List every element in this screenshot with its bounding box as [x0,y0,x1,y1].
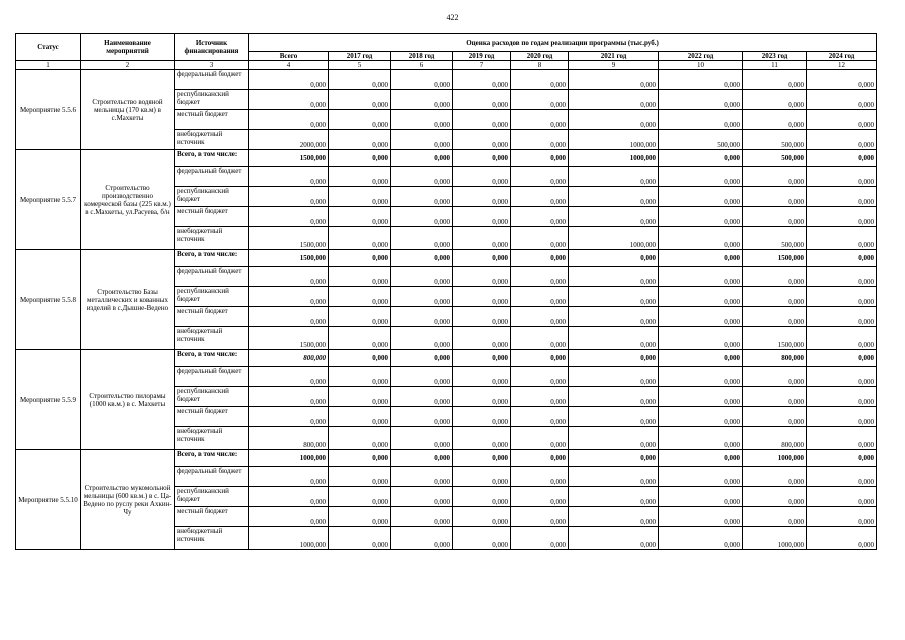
amount-cell: 0,000 [511,350,569,367]
amount-cell: 0,000 [329,450,391,467]
amount-cell: 0,000 [329,250,391,267]
amount-cell: 0,000 [569,367,659,387]
amount-cell: 0,000 [743,467,807,487]
amount-cell: 0,000 [659,90,743,110]
amount-cell: 800,000 [743,350,807,367]
amount-cell: 0,000 [453,250,511,267]
table-row [16,250,877,267]
funding-source: внебюджетный источник [175,527,249,550]
amount-cell: 0,000 [249,90,329,110]
amount-cell: 0,000 [453,407,511,427]
amount-cell: 0,000 [743,487,807,507]
amount-cell: 0,000 [511,507,569,527]
amount-cell: 0,000 [659,327,743,350]
amount-cell: 0,000 [511,167,569,187]
header-col-total: Всего [249,52,329,61]
funding-source: республиканский бюджет [175,90,249,110]
amount-cell: 0,000 [569,450,659,467]
funding-source: местный бюджет [175,307,249,327]
funding-source: федеральный бюджет [175,167,249,187]
amount-cell: 0,000 [807,267,877,287]
amount-cell: 0,000 [453,307,511,327]
funding-source: Всего, в том числе: [175,450,249,467]
amount-cell: 0,000 [807,387,877,407]
amount-cell: 0,000 [807,207,877,227]
amount-cell: 0,000 [453,387,511,407]
amount-cell: 800,000 [743,427,807,450]
amount-cell: 0,000 [807,307,877,327]
amount-cell: 0,000 [569,250,659,267]
funding-source: внебюджетный источник [175,130,249,150]
column-number: 10 [659,61,743,70]
amount-cell: 0,000 [329,307,391,327]
amount-cell: 0,000 [743,307,807,327]
amount-cell: 0,000 [391,227,453,250]
amount-cell: 0,000 [249,367,329,387]
amount-cell: 0,000 [569,467,659,487]
amount-cell: 0,000 [249,507,329,527]
amount-cell: 0,000 [453,450,511,467]
funding-source: федеральный бюджет [175,367,249,387]
amount-cell: 0,000 [659,167,743,187]
header-col-2020: 2020 год [511,52,569,61]
amount-cell: 0,000 [249,407,329,427]
amount-cell: 0,000 [391,307,453,327]
amount-cell: 1000,000 [249,527,329,550]
header-col-2019: 2019 год [453,52,511,61]
header-status: Статус [16,34,81,61]
amount-cell: 0,000 [391,70,453,90]
amount-cell: 0,000 [659,227,743,250]
amount-cell: 800,000 [249,350,329,367]
funding-source: федеральный бюджет [175,467,249,487]
amount-cell: 1000,000 [569,130,659,150]
amount-cell: 0,000 [329,187,391,207]
amount-cell: 0,000 [391,507,453,527]
amount-cell: 0,000 [743,367,807,387]
amount-cell: 0,000 [329,110,391,130]
funding-source: Всего, в том числе: [175,250,249,267]
amount-cell: 0,000 [453,70,511,90]
amount-cell: 0,000 [569,287,659,307]
amount-cell: 0,000 [329,327,391,350]
amount-cell: 0,000 [659,467,743,487]
amount-cell: 0,000 [659,307,743,327]
amount-cell: 0,000 [391,367,453,387]
amount-cell: 0,000 [329,167,391,187]
amount-cell: 0,000 [569,70,659,90]
amount-cell: 0,000 [391,527,453,550]
amount-cell: 0,000 [391,450,453,467]
amount-cell: 0,000 [659,407,743,427]
amount-cell: 1000,000 [569,150,659,167]
amount-cell: 0,000 [329,467,391,487]
funding-source: внебюджетный источник [175,227,249,250]
measure-status: Мероприятие 5.5.7 [16,150,81,250]
amount-cell: 0,000 [511,467,569,487]
header-estimate: Оценка расходов по годам реализации программы (тыс.руб.) [249,34,877,52]
amount-cell: 0,000 [511,207,569,227]
amount-cell: 0,000 [329,267,391,287]
amount-cell: 0,000 [511,487,569,507]
amount-cell: 0,000 [511,407,569,427]
amount-cell: 1500,000 [249,327,329,350]
amount-cell: 0,000 [453,467,511,487]
amount-cell: 800,000 [249,427,329,450]
amount-cell: 0,000 [569,350,659,367]
amount-cell: 0,000 [511,90,569,110]
amount-cell: 0,000 [659,187,743,207]
column-number: 6 [391,61,453,70]
amount-cell: 0,000 [569,527,659,550]
funding-source: федеральный бюджет [175,267,249,287]
amount-cell: 1500,000 [743,327,807,350]
amount-cell: 0,000 [511,427,569,450]
amount-cell: 0,000 [743,70,807,90]
amount-cell: 0,000 [569,327,659,350]
table-row [16,150,877,167]
amount-cell: 0,000 [511,527,569,550]
funding-source: республиканский бюджет [175,287,249,307]
amount-cell: 0,000 [453,507,511,527]
column-number: 4 [249,61,329,70]
amount-cell: 0,000 [511,287,569,307]
funding-source: внебюджетный источник [175,427,249,450]
header-col-2017: 2017 год [329,52,391,61]
amount-cell: 0,000 [743,407,807,427]
amount-cell: 0,000 [249,70,329,90]
amount-cell: 0,000 [511,187,569,207]
amount-cell: 0,000 [453,350,511,367]
amount-cell: 0,000 [249,110,329,130]
amount-cell: 1000,000 [743,527,807,550]
amount-cell: 0,000 [511,327,569,350]
funding-source: федеральный бюджет [175,70,249,90]
amount-cell: 0,000 [569,427,659,450]
amount-cell: 0,000 [807,527,877,550]
amount-cell: 0,000 [391,250,453,267]
amount-cell: 0,000 [807,70,877,90]
amount-cell: 0,000 [329,207,391,227]
amount-cell: 0,000 [249,267,329,287]
amount-cell: 0,000 [659,387,743,407]
amount-cell: 1000,000 [249,450,329,467]
amount-cell: 0,000 [329,487,391,507]
column-number: 3 [175,61,249,70]
amount-cell: 0,000 [569,187,659,207]
amount-cell: 0,000 [807,250,877,267]
header-col-2022: 2022 год [659,52,743,61]
funding-source: местный бюджет [175,507,249,527]
amount-cell: 0,000 [453,207,511,227]
amount-cell: 0,000 [391,387,453,407]
amount-cell: 0,000 [453,130,511,150]
amount-cell: 0,000 [569,90,659,110]
amount-cell: 0,000 [807,367,877,387]
amount-cell: 0,000 [511,110,569,130]
measure-status: Мероприятие 5.5.10 [16,450,81,550]
amount-cell: 1000,000 [569,227,659,250]
amount-cell: 1500,000 [249,150,329,167]
column-number: 2 [81,61,175,70]
amount-cell: 0,000 [329,350,391,367]
page-number: 422 [446,13,459,22]
funding-source: республиканский бюджет [175,387,249,407]
header-col-2018: 2018 год [391,52,453,61]
header-source: Источник финансирования [175,34,249,61]
header-col-2021: 2021 год [569,52,659,61]
measure-status: Мероприятие 5.5.6 [16,70,81,150]
table-body [16,70,877,550]
amount-cell: 0,000 [329,427,391,450]
amount-cell: 0,000 [329,227,391,250]
amount-cell: 0,000 [511,307,569,327]
amount-cell: 0,000 [569,387,659,407]
amount-cell: 0,000 [659,70,743,90]
amount-cell: 0,000 [453,327,511,350]
amount-cell: 0,000 [453,427,511,450]
column-number: 5 [329,61,391,70]
amount-cell: 0,000 [807,427,877,450]
amount-cell: 0,000 [807,450,877,467]
measure-status: Мероприятие 5.5.8 [16,250,81,350]
amount-cell: 0,000 [659,287,743,307]
amount-cell: 0,000 [453,110,511,130]
amount-cell: 0,000 [391,187,453,207]
amount-cell: 0,000 [329,507,391,527]
amount-cell: 0,000 [569,110,659,130]
amount-cell: 0,000 [807,487,877,507]
amount-cell: 0,000 [391,427,453,450]
amount-cell: 0,000 [569,407,659,427]
amount-cell: 0,000 [391,167,453,187]
amount-cell: 500,000 [743,227,807,250]
amount-cell: 0,000 [391,267,453,287]
amount-cell: 0,000 [511,387,569,407]
amount-cell: 0,000 [511,250,569,267]
amount-cell: 0,000 [659,527,743,550]
measure-name: Строительство Базы металлических и кованных изделий в с.Дышне-Ведено [81,250,175,350]
measure-name: Строительство производственно комерческой базы (225 кв.м.) в с.Махкеты, ул.Расуева, б/н [81,150,175,250]
amount-cell: 0,000 [391,287,453,307]
amount-cell: 0,000 [329,150,391,167]
funding-source: республиканский бюджет [175,487,249,507]
column-number: 8 [511,61,569,70]
amount-cell: 0,000 [249,467,329,487]
amount-cell: 0,000 [329,527,391,550]
amount-cell: 0,000 [391,207,453,227]
amount-cell: 0,000 [453,287,511,307]
amount-cell: 1000,000 [743,450,807,467]
funding-source: республиканский бюджет [175,187,249,207]
amount-cell: 1500,000 [249,227,329,250]
amount-cell: 0,000 [659,367,743,387]
amount-cell: 0,000 [329,130,391,150]
amount-cell: 0,000 [249,387,329,407]
amount-cell: 0,000 [807,507,877,527]
amount-cell: 0,000 [743,187,807,207]
amount-cell: 0,000 [329,287,391,307]
amount-cell: 0,000 [391,407,453,427]
amount-cell: 0,000 [511,150,569,167]
amount-cell: 0,000 [659,110,743,130]
amount-cell: 0,000 [511,450,569,467]
amount-cell: 0,000 [391,150,453,167]
amount-cell: 0,000 [807,187,877,207]
amount-cell: 0,000 [807,227,877,250]
amount-cell: 0,000 [329,70,391,90]
measure-name: Строительство пилорамы (1000 кв.м.) в с. Махкеты [81,350,175,450]
amount-cell: 0,000 [569,267,659,287]
amount-cell: 0,000 [453,487,511,507]
amount-cell: 0,000 [659,487,743,507]
amount-cell: 0,000 [391,487,453,507]
amount-cell: 0,000 [659,267,743,287]
amount-cell: 0,000 [391,130,453,150]
amount-cell: 0,000 [249,487,329,507]
amount-cell: 1500,000 [249,250,329,267]
amount-cell: 0,000 [511,130,569,150]
amount-cell: 0,000 [391,327,453,350]
amount-cell: 0,000 [329,407,391,427]
amount-cell: 0,000 [329,90,391,110]
header-col-2023: 2023 год [743,52,807,61]
amount-cell: 0,000 [807,350,877,367]
amount-cell: 0,000 [569,167,659,187]
measure-name: Строительство водяной мельницы (170 кв.м) в с.Махкеты [81,70,175,150]
amount-cell: 0,000 [511,227,569,250]
measure-name: Строительство мукомольной мельницы (600 кв.м.) в с. Ца-Ведено по руслу реки Ахкин-Чу [81,450,175,550]
amount-cell: 500,000 [743,150,807,167]
amount-cell: 0,000 [807,90,877,110]
funding-source: местный бюджет [175,407,249,427]
amount-cell: 0,000 [453,527,511,550]
amount-cell: 0,000 [329,387,391,407]
amount-cell: 0,000 [249,187,329,207]
funding-source: Всего, в том числе: [175,350,249,367]
table-row [16,450,877,467]
amount-cell: 0,000 [391,467,453,487]
amount-cell: 0,000 [453,187,511,207]
amount-cell: 0,000 [453,267,511,287]
amount-cell: 500,000 [743,130,807,150]
amount-cell: 0,000 [807,167,877,187]
amount-cell: 0,000 [453,227,511,250]
header-name: Наименование мероприятий [81,34,175,61]
amount-cell: 0,000 [807,130,877,150]
amount-cell: 0,000 [659,507,743,527]
amount-cell: 0,000 [743,507,807,527]
table-row [16,350,877,367]
amount-cell: 0,000 [453,150,511,167]
amount-cell: 0,000 [453,167,511,187]
amount-cell: 0,000 [807,287,877,307]
amount-cell: 0,000 [511,367,569,387]
funding-source: Всего, в том числе: [175,150,249,167]
amount-cell: 0,000 [249,207,329,227]
amount-cell: 0,000 [391,350,453,367]
column-number: 1 [16,61,81,70]
amount-cell: 0,000 [807,110,877,130]
column-number: 9 [569,61,659,70]
budget-table [15,33,877,550]
amount-cell: 0,000 [569,207,659,227]
amount-cell: 0,000 [569,487,659,507]
amount-cell: 0,000 [743,110,807,130]
column-number-row [16,61,877,70]
amount-cell: 0,000 [391,110,453,130]
amount-cell: 0,000 [659,450,743,467]
measure-status: Мероприятие 5.5.9 [16,350,81,450]
amount-cell: 0,000 [659,150,743,167]
amount-cell: 0,000 [569,507,659,527]
column-number: 7 [453,61,511,70]
funding-source: местный бюджет [175,207,249,227]
amount-cell: 0,000 [807,327,877,350]
amount-cell: 0,000 [659,207,743,227]
amount-cell: 500,000 [659,130,743,150]
amount-cell: 0,000 [249,287,329,307]
amount-cell: 0,000 [511,267,569,287]
amount-cell: 0,000 [807,467,877,487]
amount-cell: 0,000 [659,350,743,367]
column-number: 12 [807,61,877,70]
amount-cell: 0,000 [743,90,807,110]
amount-cell: 0,000 [743,287,807,307]
amount-cell: 1500,000 [743,250,807,267]
amount-cell: 0,000 [807,150,877,167]
amount-cell: 0,000 [659,250,743,267]
amount-cell: 0,000 [249,167,329,187]
funding-source: внебюджетный источник [175,327,249,350]
amount-cell: 0,000 [743,387,807,407]
header-col-2024: 2024 год [807,52,877,61]
amount-cell: 0,000 [329,367,391,387]
amount-cell: 0,000 [511,70,569,90]
amount-cell: 0,000 [453,90,511,110]
column-number: 11 [743,61,807,70]
amount-cell: 0,000 [743,207,807,227]
amount-cell: 2000,000 [249,130,329,150]
amount-cell: 0,000 [249,307,329,327]
amount-cell: 0,000 [391,90,453,110]
table-row [16,70,877,90]
amount-cell: 0,000 [743,267,807,287]
amount-cell: 0,000 [453,367,511,387]
amount-cell: 0,000 [743,167,807,187]
funding-source: местный бюджет [175,110,249,130]
amount-cell: 0,000 [569,307,659,327]
amount-cell: 0,000 [659,427,743,450]
amount-cell: 0,000 [807,407,877,427]
